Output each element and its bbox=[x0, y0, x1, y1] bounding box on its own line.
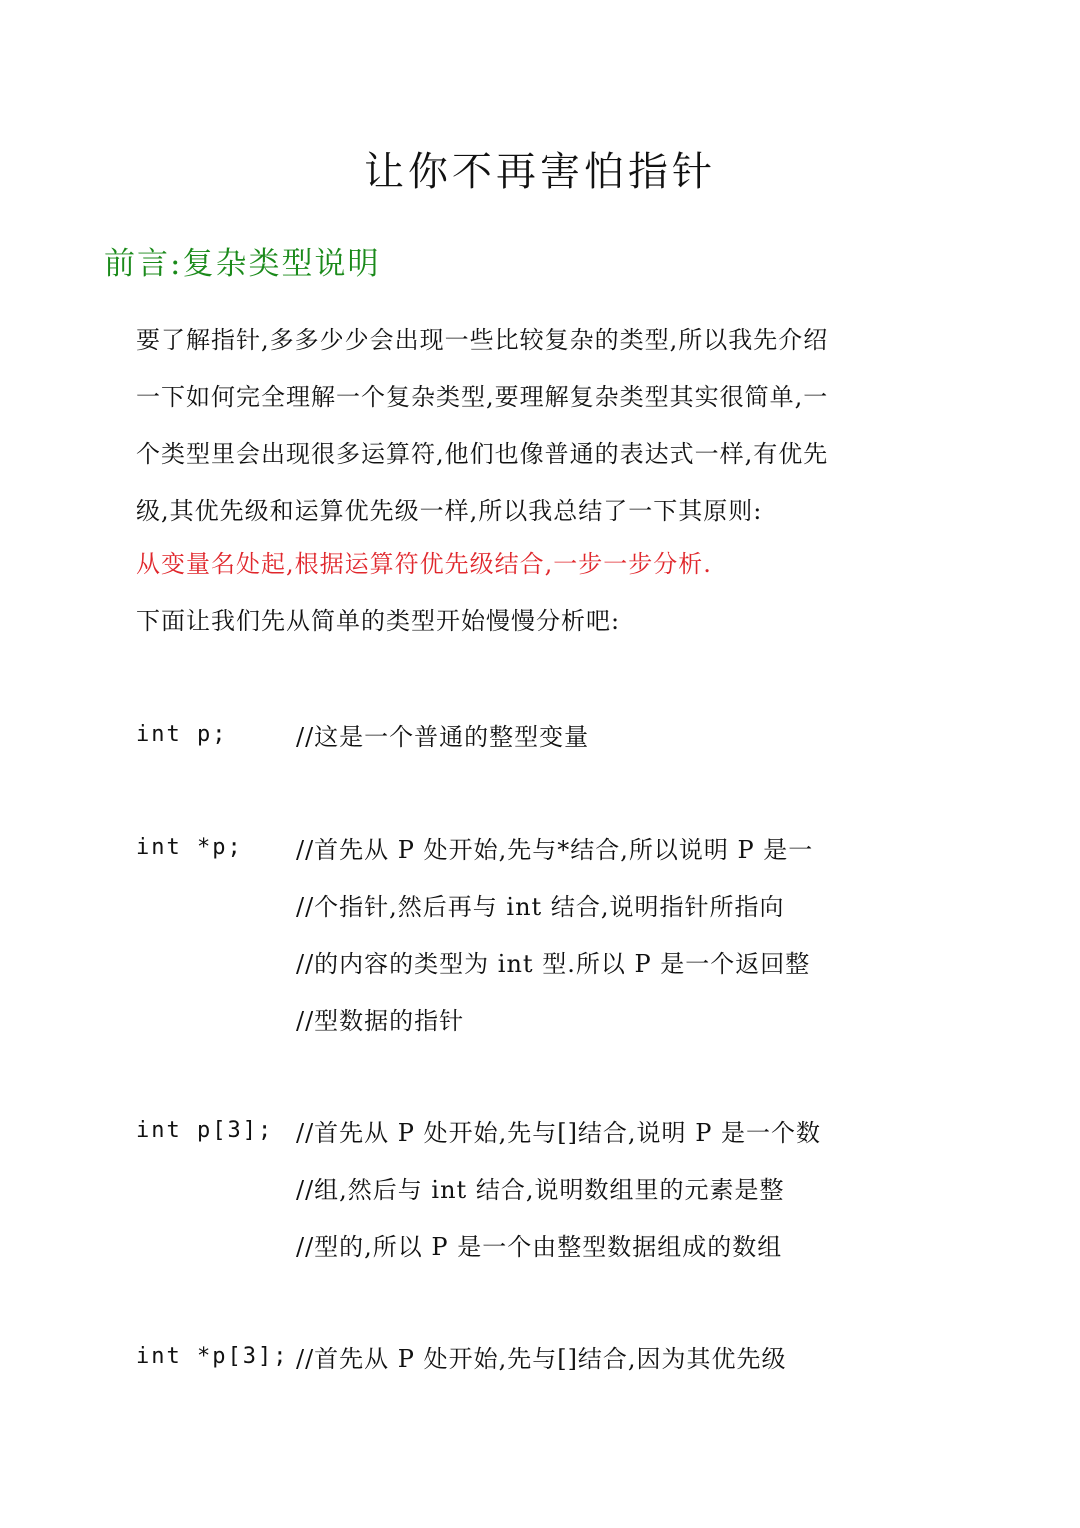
section-heading: 前言:复杂类型说明 bbox=[104, 246, 381, 282]
code-comment bbox=[296, 1344, 787, 1401]
paragraph-line: 要了解指针,多多少少会出现一些比较复杂的类型,所以我先介绍 bbox=[136, 326, 829, 354]
comment-line: //型的,所以 P 是一个由整型数据组成的数组 bbox=[296, 1233, 783, 1261]
comment-line: //的内容的类型为 int 型.所以 P 是一个返回整 bbox=[296, 950, 811, 978]
paragraph-line: 一下如何完全理解一个复杂类型,要理解复杂类型其实很简单,一 bbox=[136, 383, 829, 411]
code-comment bbox=[296, 1118, 821, 1289]
code-comment bbox=[296, 722, 589, 779]
comment-line: //这是一个普通的整型变量 bbox=[296, 723, 590, 751]
key-rule: 从变量名处起,根据运算符优先级结合,一步一步分析. bbox=[136, 550, 712, 578]
code-declaration: int *p; bbox=[136, 835, 243, 860]
paragraph-line: 个类型里会出现很多运算符,他们也像普通的表达式一样,有优先 bbox=[136, 440, 829, 468]
code-comment bbox=[296, 835, 813, 1063]
comment-line: //组,然后与 int 结合,说明数组里的元素是整 bbox=[296, 1176, 785, 1204]
lead-in-text: 下面让我们先从简单的类型开始慢慢分析吧: bbox=[136, 607, 621, 635]
comment-line: //首先从 P 处开始,先与[]结合,说明 P 是一个数 bbox=[296, 1119, 821, 1147]
code-declaration: int p; bbox=[136, 722, 228, 747]
code-declaration: int p[3]; bbox=[136, 1118, 274, 1143]
comment-line: //首先从 P 处开始,先与*结合,所以说明 P 是一 bbox=[296, 836, 814, 864]
comment-line: //首先从 P 处开始,先与[]结合,因为其优先级 bbox=[296, 1345, 787, 1373]
comment-line: //个指针,然后再与 int 结合,说明指针所指向 bbox=[296, 893, 785, 921]
comment-line: //型数据的指针 bbox=[296, 1007, 465, 1035]
intro-paragraph bbox=[136, 312, 876, 540]
document-title: 让你不再害怕指针 bbox=[364, 149, 716, 195]
paragraph-line: 级,其优先级和运算优先级一样,所以我总结了一下其原则: bbox=[136, 497, 763, 525]
code-declaration: int *p[3]; bbox=[136, 1344, 289, 1369]
